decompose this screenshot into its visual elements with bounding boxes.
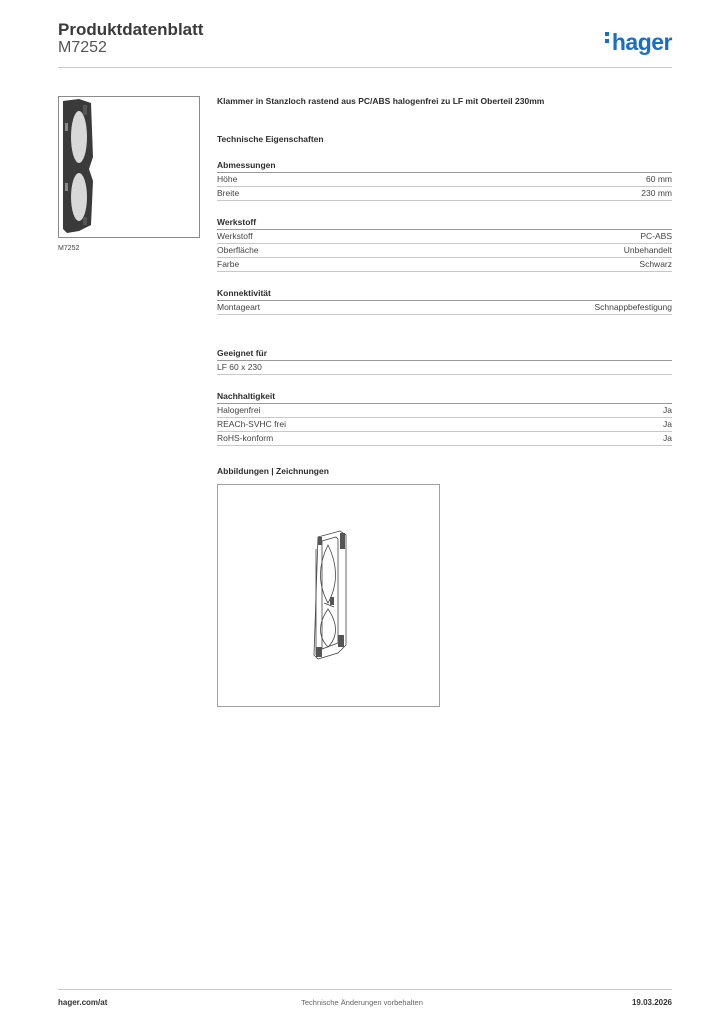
table-row	[217, 404, 672, 418]
hager-logo	[605, 29, 672, 56]
table-row	[217, 301, 672, 315]
table-row	[217, 244, 672, 258]
row-value: 230 mm	[641, 188, 672, 198]
row-label: Halogenfrei	[217, 405, 261, 415]
figures-heading: Abbildungen | Zeichnungen	[217, 466, 329, 476]
row-value: Schwarz	[639, 259, 672, 269]
row-label: REACh-SVHC frei	[217, 419, 286, 429]
row-value: Ja	[663, 419, 672, 429]
row-value: 60 mm	[646, 174, 672, 184]
section-title: Abmessungen	[217, 160, 672, 173]
row-label: Höhe	[217, 174, 238, 184]
row-label: LF 60 x 230	[217, 362, 262, 372]
article-number: M7252	[58, 39, 107, 56]
section-title: Konnektivität	[217, 288, 672, 301]
section-title: Werkstoff	[217, 217, 672, 230]
table-row	[217, 173, 672, 187]
section-material	[217, 217, 672, 272]
product-thumbnail	[58, 96, 200, 238]
section-title: Geeignet für	[217, 348, 672, 361]
footer-date: 19.03.2026	[631, 998, 672, 1007]
footer-website: hager.com/at	[58, 998, 108, 1007]
table-row	[217, 432, 672, 446]
row-label: Breite	[217, 188, 240, 198]
row-label: Montageart	[217, 302, 260, 312]
section-sustainability	[217, 391, 672, 446]
datasheet-content	[217, 96, 672, 707]
row-value: Ja	[663, 405, 672, 415]
section-title: Nachhaltigkeit	[217, 391, 672, 404]
section-connectivity	[217, 288, 672, 315]
footer-divider	[58, 989, 672, 990]
row-value: Ja	[663, 433, 672, 443]
table-row	[217, 258, 672, 272]
section-suitable-for	[217, 348, 672, 375]
technical-drawing-frame	[217, 484, 440, 707]
row-value: Unbehandelt	[623, 245, 672, 255]
clip-thumbnail-image	[59, 97, 199, 237]
header-divider	[58, 67, 672, 68]
row-label: Farbe	[217, 259, 240, 269]
row-value: PC-ABS	[640, 231, 672, 241]
footer-notice: Technische Änderungen vorbehalten	[301, 998, 423, 1007]
clip-drawing-image	[218, 485, 439, 706]
row-label: Werkstoff	[217, 231, 253, 241]
table-row	[217, 418, 672, 432]
logo-text: hager	[611, 29, 672, 55]
row-label: RoHS-konform	[217, 433, 274, 443]
technical-properties-heading: Technische Eigenschaften	[217, 134, 324, 144]
product-description: Klammer in Stanzloch rastend aus PC/ABS halogenfrei zu LF mit Oberteil 230mm	[217, 96, 545, 106]
page-title: Produktdatenblatt	[58, 20, 204, 39]
row-label: Oberfläche	[217, 245, 259, 255]
section-dimensions	[217, 160, 672, 201]
table-row	[217, 230, 672, 244]
table-row	[217, 361, 672, 375]
logo-dots-icon	[605, 32, 609, 46]
thumbnail-caption: M7252	[58, 245, 80, 252]
table-row	[217, 187, 672, 201]
row-value: Schnappbefestigung	[594, 302, 672, 312]
